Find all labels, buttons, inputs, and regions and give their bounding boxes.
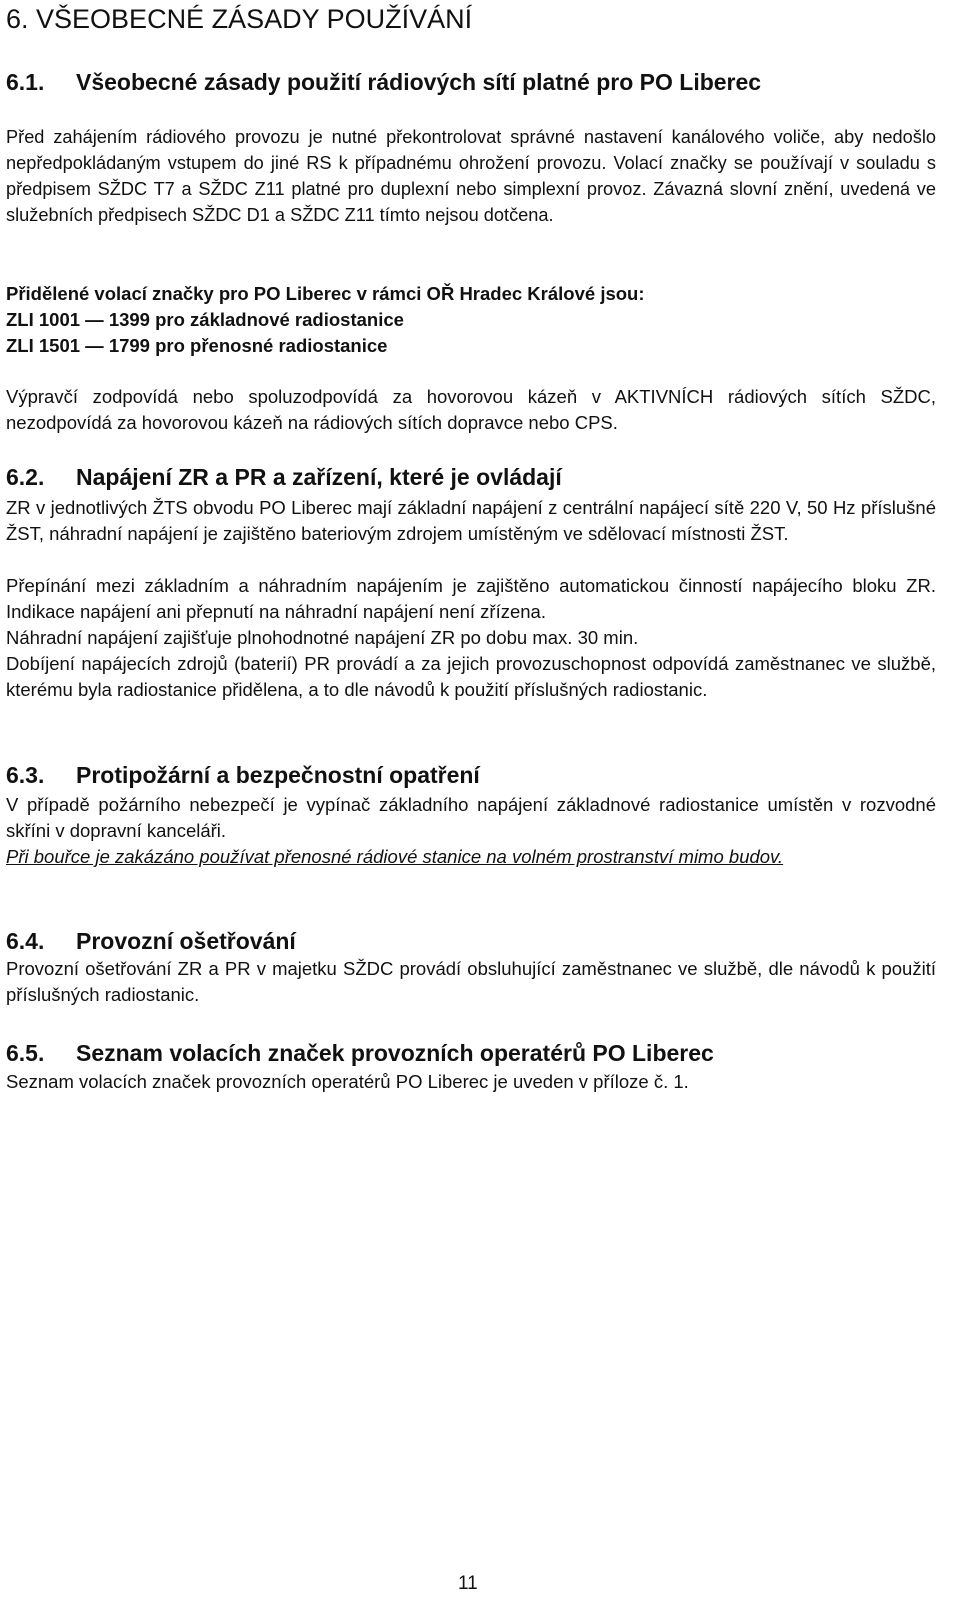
paragraph-warning: Při bouřce je zakázáno používat přenosné rádiové stanice na volném prostranství mimo budov. bbox=[6, 846, 784, 867]
section-title: Všeobecné zásady použití rádiových sítí platné pro PO Liberec bbox=[76, 69, 762, 95]
paragraph: Před zahájením rádiového provozu je nutné překontrolovat správné nastavení kanálového voliče, aby nedošlo nepředpokládaným vstupem do jiné RS k případnému ohrožení provozu. Volací značky se používají v souladu s předpisem SŽDC T7 a SŽDC Z11 platné pro duplexní nebo simplexní provoz. Závazná slovní znění, uvedená ve služebních předpisech SŽDC D1 a SŽDC Z11 tímto nejsou dotčena. bbox=[6, 127, 936, 225]
paragraph: Výpravčí zodpovídá nebo spoluzodpovídá za hovorovou kázeň v AKTIVNÍCH rádiových sítích SŽDC, nezodpovídá za hovorovou kázeň na rádiových sítích dopravce nebo CPS. bbox=[6, 386, 936, 433]
section-number: 6.2. bbox=[6, 464, 45, 490]
document-title: 6. VŠEOBECNÉ ZÁSADY POUŽÍVÁNÍ bbox=[6, 4, 473, 34]
paragraph-callsigns-portable: ZLI 1501 — 1799 pro přenosné radiostanice bbox=[6, 335, 388, 356]
paragraph-callsigns-intro: Přidělené volací značky pro PO Liberec v rámci OŘ Hradec Králové jsou: bbox=[6, 283, 645, 304]
section-number: 6.5. bbox=[6, 1040, 45, 1066]
paragraph: Provozní ošetřování ZR a PR v majetku SŽDC provádí obsluhující zaměstnanec ve službě, dle návodů k použití příslušných radiostanic. bbox=[6, 958, 936, 1005]
paragraph-callsigns-base: ZLI 1001 — 1399 pro základnové radiostanice bbox=[6, 309, 404, 330]
section-heading bbox=[6, 761, 480, 789]
section-title: Provozní ošetřování bbox=[76, 928, 296, 954]
paragraph: Náhradní napájení zajišťuje plnohodnotné napájení ZR po dobu max. 30 min. bbox=[6, 627, 639, 648]
section-title: Seznam volacích značek provozních operatérů PO Liberec bbox=[76, 1040, 714, 1066]
page-number: 11 bbox=[458, 1573, 478, 1594]
paragraph: Dobíjení napájecích zdrojů (baterií) PR provádí a za jejich provozuschopnost odpovídá zaměstnanec ve službě, kterému byla radiostanice přidělena, a to dle návodů k použití příslušných radiostanic. bbox=[6, 653, 936, 700]
paragraph: Seznam volacích značek provozních operatérů PO Liberec je uveden v příloze č. 1. bbox=[6, 1071, 689, 1092]
paragraph: ZR v jednotlivých ŽTS obvodu PO Liberec mají základní napájení z centrální napájecí sítě 220 V, 50 Hz příslušné ŽST, náhradní napájení je zajištěno bateriovým zdrojem umístěným ve sdělovací místnosti ŽST. bbox=[6, 497, 936, 544]
section-title: Protipožární a bezpečnostní opatření bbox=[76, 762, 480, 788]
section-number: 6.4. bbox=[6, 928, 45, 954]
paragraph: V případě požárního nebezpečí je vypínač základního napájení základnové radiostanice umístěn v rozvodné skříni v dopravní kanceláři. bbox=[6, 794, 936, 841]
section-number: 6.1. bbox=[6, 69, 45, 95]
section-heading bbox=[6, 68, 761, 96]
paragraph: Přepínání mezi základním a náhradním napájením je zajištěno automatickou činností napájecího bloku ZR. Indikace napájení ani přepnutí na náhradní napájení není zřízena. bbox=[6, 575, 936, 622]
section-number: 6.3. bbox=[6, 762, 45, 788]
section-heading bbox=[6, 927, 296, 955]
section-heading bbox=[6, 1039, 714, 1067]
section-title: Napájení ZR a PR a zařízení, které je ovládají bbox=[76, 464, 562, 490]
section-heading bbox=[6, 463, 562, 491]
